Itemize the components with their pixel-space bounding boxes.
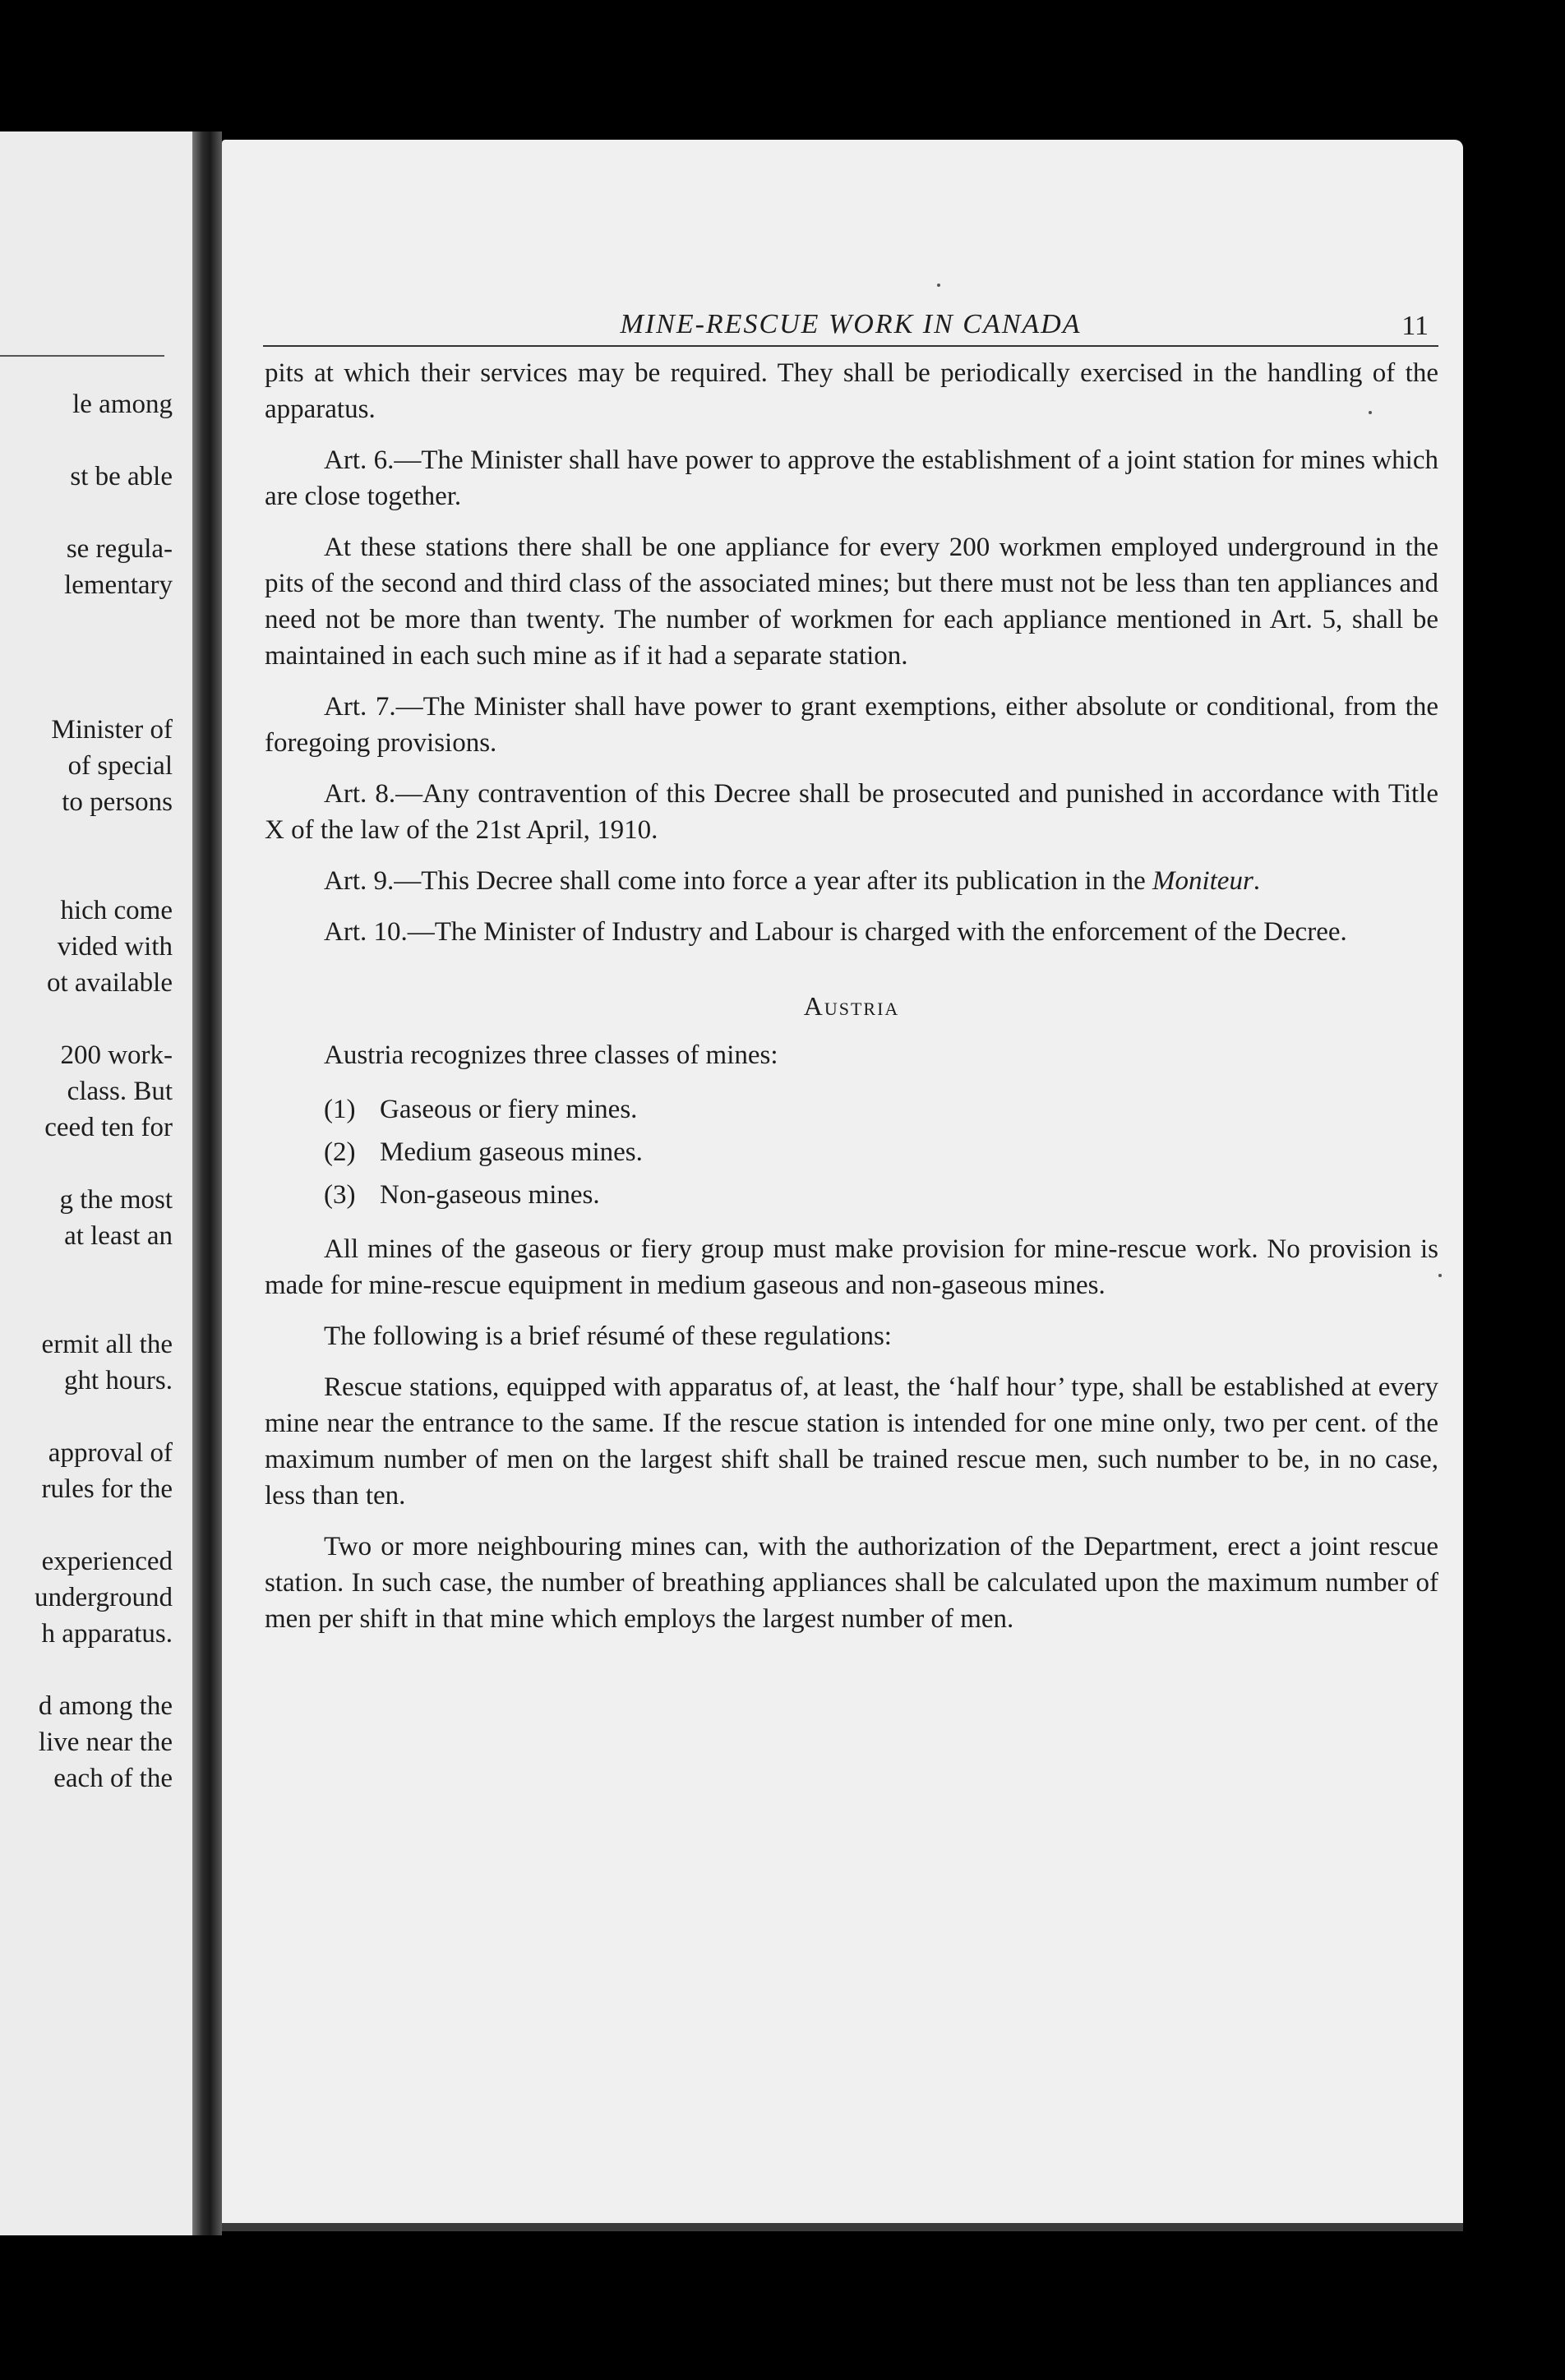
book-gutter [192, 131, 222, 2235]
left-page-line: ght hours. [64, 1366, 173, 1395]
list-item [265, 1174, 1438, 1216]
left-page-line [0, 495, 173, 531]
left-page-line: to persons [62, 787, 173, 817]
left-page-line [0, 1652, 173, 1688]
left-page-line: at least an [64, 1221, 173, 1251]
left-page-line: rules for the [41, 1474, 173, 1504]
list-text: Non-gaseous mines. [380, 1180, 600, 1210]
left-page-line: approval of [48, 1438, 173, 1468]
left-page-line: st be able [70, 462, 173, 491]
left-page-line: g the most [59, 1185, 173, 1215]
left-page-line: underground [34, 1583, 173, 1612]
paragraph: The following is a brief résumé of these regulations: [324, 1321, 892, 1351]
left-page-line [0, 676, 173, 712]
paragraph: Two or more neighbouring mines can, with the authorization of the Department, erect a joint rescue station. In such case, the number of breathing appliances shall be calculated upon the maximum number of men per shift in that mine which employs the largest number of men. [265, 1532, 1438, 1634]
left-page-line: d among the [38, 1691, 173, 1721]
left-page-line: lementary [64, 570, 173, 600]
list-item [265, 1088, 1438, 1131]
paragraph-art-6: Art. 6.—The Minister shall have power to approve the establishment of a joint station for mines which are close together. [265, 445, 1438, 511]
left-page-line [0, 1507, 173, 1543]
list-number: (1) [324, 1095, 356, 1124]
paragraph-art-10: Art. 10.—The Minister of Industry and Labour is charged with the enforcement of the Decree. [324, 917, 1347, 947]
page-header [263, 309, 1438, 347]
left-page-line: le among [72, 390, 173, 419]
italic-title: Moniteur [1152, 866, 1253, 896]
left-page-text [0, 386, 173, 1797]
left-page-line: Minister of [51, 715, 173, 745]
page-body [265, 355, 1438, 1652]
dust-speck [1369, 411, 1372, 414]
list-item [265, 1131, 1438, 1174]
right-page [222, 140, 1463, 2227]
dust-speck [937, 284, 940, 287]
page-bottom-edge [222, 2223, 1463, 2231]
left-page-line: of special [67, 751, 173, 781]
left-page-line: h apparatus. [41, 1619, 173, 1649]
left-page-line: hich come [60, 896, 173, 925]
left-facing-page [0, 131, 196, 2235]
left-page-line [0, 820, 173, 856]
left-page-line [0, 1254, 173, 1290]
list-number: (2) [324, 1137, 356, 1167]
section-heading: Austria [803, 991, 900, 1021]
running-head: MINE-RESCUE WORK IN CANADA [620, 309, 1082, 339]
left-page-line: ermit all the [41, 1330, 173, 1359]
paragraph-art-7: Art. 7.—The Minister shall have power to grant exemptions, either absolute or conditional, from the foregoing provisions. [265, 692, 1438, 758]
scanned-spread [0, 131, 1463, 2235]
dust-speck [1438, 1274, 1442, 1277]
left-page-line [0, 856, 173, 892]
paragraph: Rescue stations, equipped with apparatus of, at least, the ‘half hour’ type, shall be established at every mine near the entrance to the same. If the rescue station is intended for one mine only, two per cent. of the maximum number of men on the largest shift shall be trained rescue men, such number to be, in no case, less than ten. [265, 1372, 1438, 1511]
paragraph-art-8: Art. 8.—Any contravention of this Decree shall be prosecuted and punished in accordance with Title X of the law of the 21st April, 1910. [265, 779, 1438, 845]
text-span: . [1253, 866, 1261, 896]
paragraph: pits at which their services may be required. They shall be periodically exercised in the handling of the apparatus. [265, 358, 1438, 424]
left-page-line: se regula- [66, 534, 173, 564]
left-page-line [0, 603, 173, 639]
left-page-line: ot available [46, 968, 173, 998]
left-page-line [0, 1146, 173, 1182]
left-page-line: each of the [53, 1764, 173, 1793]
left-page-line [0, 1290, 173, 1326]
left-page-line: live near the [38, 1727, 173, 1757]
left-page-line: ceed ten for [44, 1113, 173, 1142]
left-page-rule [0, 355, 164, 357]
list-text: Medium gaseous mines. [380, 1137, 643, 1167]
left-page-line [0, 422, 173, 459]
left-page-line [0, 1001, 173, 1037]
left-page-line: experienced [41, 1547, 173, 1576]
left-page-line: vided with [57, 932, 173, 962]
left-page-line [0, 639, 173, 676]
mine-class-list [265, 1088, 1438, 1216]
list-text: Gaseous or fiery mines. [380, 1095, 638, 1124]
page-number: 11 [1401, 311, 1429, 341]
text-span: Art. 9.—This Decree shall come into force a year after its publication in the [324, 866, 1152, 896]
paragraph: Austria recognizes three classes of mines: [324, 1040, 778, 1070]
paragraph-art-9 [265, 863, 1438, 899]
left-page-line [0, 1399, 173, 1435]
left-page-line: 200 work- [60, 1040, 173, 1070]
list-number: (3) [324, 1180, 356, 1210]
left-page-line: class. But [67, 1077, 173, 1106]
paragraph: All mines of the gaseous or fiery group must make provision for mine-rescue work. No provision is made for mine-rescue equipment in medium gaseous and non-gaseous mines. [265, 1234, 1438, 1300]
paragraph: At these stations there shall be one appliance for every 200 workmen employed underground in the pits of the second and third class of the associated mines; but there must not be less than ten appliances and need not be more than twenty. The number of workmen for each appliance mentioned in Art. 5, shall be maintained in each such mine as if it had a separate station. [265, 533, 1438, 671]
